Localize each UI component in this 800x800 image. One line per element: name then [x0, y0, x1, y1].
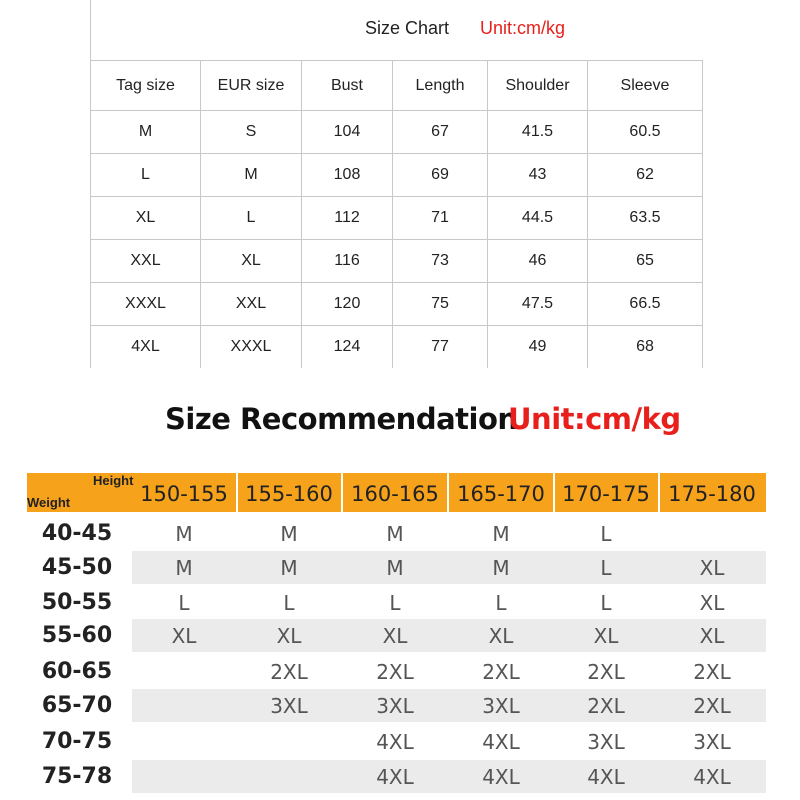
size-chart-cell: 60.5 — [588, 111, 703, 154]
recommended-size-cell — [132, 760, 236, 793]
weight-range-label: 45-50 — [41, 555, 113, 580]
size-chart-header-cell: Bust — [302, 61, 393, 111]
recommended-size-cell: 4XL — [482, 765, 520, 789]
size-chart-header-cell: Sleeve — [588, 61, 703, 111]
recommended-size-cell: 3XL — [270, 694, 308, 718]
recommended-size-cell: 4XL — [376, 765, 414, 789]
size-chart-cell: 68 — [588, 326, 703, 369]
size-chart-cell: L — [201, 197, 302, 240]
size-chart-cell: 71 — [393, 197, 488, 240]
recommendation-row — [27, 655, 766, 688]
size-chart-cell: 104 — [302, 111, 393, 154]
weight-range-label: 50-55 — [41, 590, 113, 615]
size-chart-row — [91, 326, 703, 369]
size-chart-header-cell: EUR size — [201, 61, 302, 111]
recommendation-row — [27, 619, 766, 652]
recommended-size-cell: M — [386, 522, 404, 546]
recommended-size-cell: 2XL — [270, 660, 308, 684]
recommended-size-cell: 4XL — [693, 765, 731, 789]
recommended-size-cell: 3XL — [587, 730, 625, 754]
recommended-size-cell: 2XL — [376, 660, 414, 684]
recommended-size-cell: 3XL — [482, 694, 520, 718]
size-chart-cell: 65 — [588, 240, 703, 283]
size-chart-cell: 41.5 — [488, 111, 588, 154]
recommended-size-cell — [237, 725, 341, 758]
size-chart-cell: M — [201, 154, 302, 197]
size-chart-cell: XXL — [201, 283, 302, 326]
recommended-size-cell: M — [492, 522, 510, 546]
height-range-header: 170-175 — [562, 482, 650, 506]
size-chart-cell: 43 — [488, 154, 588, 197]
recommended-size-cell — [660, 517, 764, 550]
size-chart-cell: 120 — [302, 283, 393, 326]
recommended-size-cell: XL — [488, 624, 514, 648]
weight-range-label: 55-60 — [41, 623, 113, 648]
recommended-size-cell: 3XL — [693, 730, 731, 754]
recommended-size-cell: M — [280, 556, 298, 580]
size-chart-table — [90, 60, 703, 368]
size-chart-cell: 63.5 — [588, 197, 703, 240]
recommended-size-cell — [132, 689, 236, 722]
recommended-size-cell: L — [600, 522, 612, 546]
recommended-size-cell: XL — [699, 591, 725, 615]
recommended-size-cell: M — [175, 556, 193, 580]
recommendation-row — [27, 551, 766, 584]
recommended-size-cell: L — [389, 591, 401, 615]
recommendation-unit: Unit:cm/kg — [508, 402, 681, 436]
recommended-size-cell: XL — [276, 624, 302, 648]
recommended-size-cell — [132, 725, 236, 758]
recommended-size-cell: 2XL — [587, 694, 625, 718]
recommended-size-cell: 2XL — [587, 660, 625, 684]
size-chart-cell: 4XL — [91, 326, 201, 369]
size-chart-cell: 47.5 — [488, 283, 588, 326]
size-chart-cell: S — [201, 111, 302, 154]
size-chart-cell: 112 — [302, 197, 393, 240]
recommended-size-cell: XL — [171, 624, 197, 648]
size-chart-cell: 124 — [302, 326, 393, 369]
height-range-header: 155-160 — [245, 482, 333, 506]
recommended-size-cell: 2XL — [693, 694, 731, 718]
recommended-size-cell — [237, 760, 341, 793]
size-chart-header-cell: Shoulder — [488, 61, 588, 111]
size-chart-cell: 46 — [488, 240, 588, 283]
height-range-header: 175-180 — [668, 482, 756, 506]
size-chart-header-cell: Tag size — [91, 61, 201, 111]
recommended-size-cell: 4XL — [587, 765, 625, 789]
height-range-header: 160-165 — [351, 482, 439, 506]
recommended-size-cell: M — [386, 556, 404, 580]
size-chart-header-cell: Length — [393, 61, 488, 111]
recommended-size-cell: 3XL — [376, 694, 414, 718]
size-chart-cell: 49 — [488, 326, 588, 369]
size-chart-cell: 116 — [302, 240, 393, 283]
size-chart-cell: 44.5 — [488, 197, 588, 240]
recommended-size-cell: XL — [593, 624, 619, 648]
size-chart-header-row — [91, 61, 703, 111]
size-chart-cell: XXXL — [201, 326, 302, 369]
height-range-header: 165-170 — [457, 482, 545, 506]
recommendation-header — [27, 473, 766, 512]
size-chart-cell: 62 — [588, 154, 703, 197]
size-chart-cell: XXXL — [91, 283, 201, 326]
weight-range-label: 40-45 — [41, 521, 113, 546]
size-chart-cell: 73 — [393, 240, 488, 283]
size-chart-cell: 77 — [393, 326, 488, 369]
recommended-size-cell: L — [600, 591, 612, 615]
size-chart — [90, 0, 702, 362]
recommended-size-cell — [132, 655, 236, 688]
recommended-size-cell: 2XL — [482, 660, 520, 684]
size-chart-row — [91, 197, 703, 240]
recommendation-row — [27, 586, 766, 619]
weight-range-label: 65-70 — [41, 693, 113, 718]
recommendation-row — [27, 760, 766, 793]
size-chart-cell: 108 — [302, 154, 393, 197]
size-chart-title: Size Chart — [365, 18, 450, 38]
recommended-size-cell: XL — [699, 556, 725, 580]
height-range-header: 150-155 — [140, 482, 228, 506]
recommended-size-cell: L — [178, 591, 190, 615]
recommendation-title: Size Recommendation — [165, 402, 518, 436]
recommended-size-cell: L — [600, 556, 612, 580]
size-chart-row — [91, 111, 703, 154]
corner-weight-label: Weight — [27, 495, 71, 510]
recommended-size-cell: 4XL — [376, 730, 414, 754]
size-chart-title-row — [90, 0, 702, 60]
size-chart-cell: L — [91, 154, 201, 197]
size-chart-row — [91, 240, 703, 283]
size-chart-cell: 67 — [393, 111, 488, 154]
recommendation-row — [27, 689, 766, 722]
recommended-size-cell: M — [280, 522, 298, 546]
weight-range-label: 60-65 — [41, 659, 113, 684]
size-chart-cell: 69 — [393, 154, 488, 197]
size-chart-row — [91, 154, 703, 197]
recommended-size-cell: L — [283, 591, 295, 615]
recommended-size-cell: M — [175, 522, 193, 546]
size-chart-cell: XL — [201, 240, 302, 283]
weight-range-label: 70-75 — [41, 729, 113, 754]
recommendation-row — [27, 517, 766, 550]
size-chart-cell: M — [91, 111, 201, 154]
recommended-size-cell: XL — [382, 624, 408, 648]
corner-height-label: Height — [93, 473, 134, 488]
size-chart-cell: XXL — [91, 240, 201, 283]
recommendation-row — [27, 725, 766, 758]
recommended-size-cell: 2XL — [693, 660, 731, 684]
size-chart-cell: XL — [91, 197, 201, 240]
recommended-size-cell: M — [492, 556, 510, 580]
size-chart-unit: Unit:cm/kg — [480, 18, 566, 38]
recommended-size-cell: 4XL — [482, 730, 520, 754]
size-chart-cell: 75 — [393, 283, 488, 326]
weight-range-label: 75-78 — [41, 764, 113, 789]
size-chart-row — [91, 283, 703, 326]
size-chart-cell: 66.5 — [588, 283, 703, 326]
recommended-size-cell: XL — [699, 624, 725, 648]
recommended-size-cell: L — [495, 591, 507, 615]
